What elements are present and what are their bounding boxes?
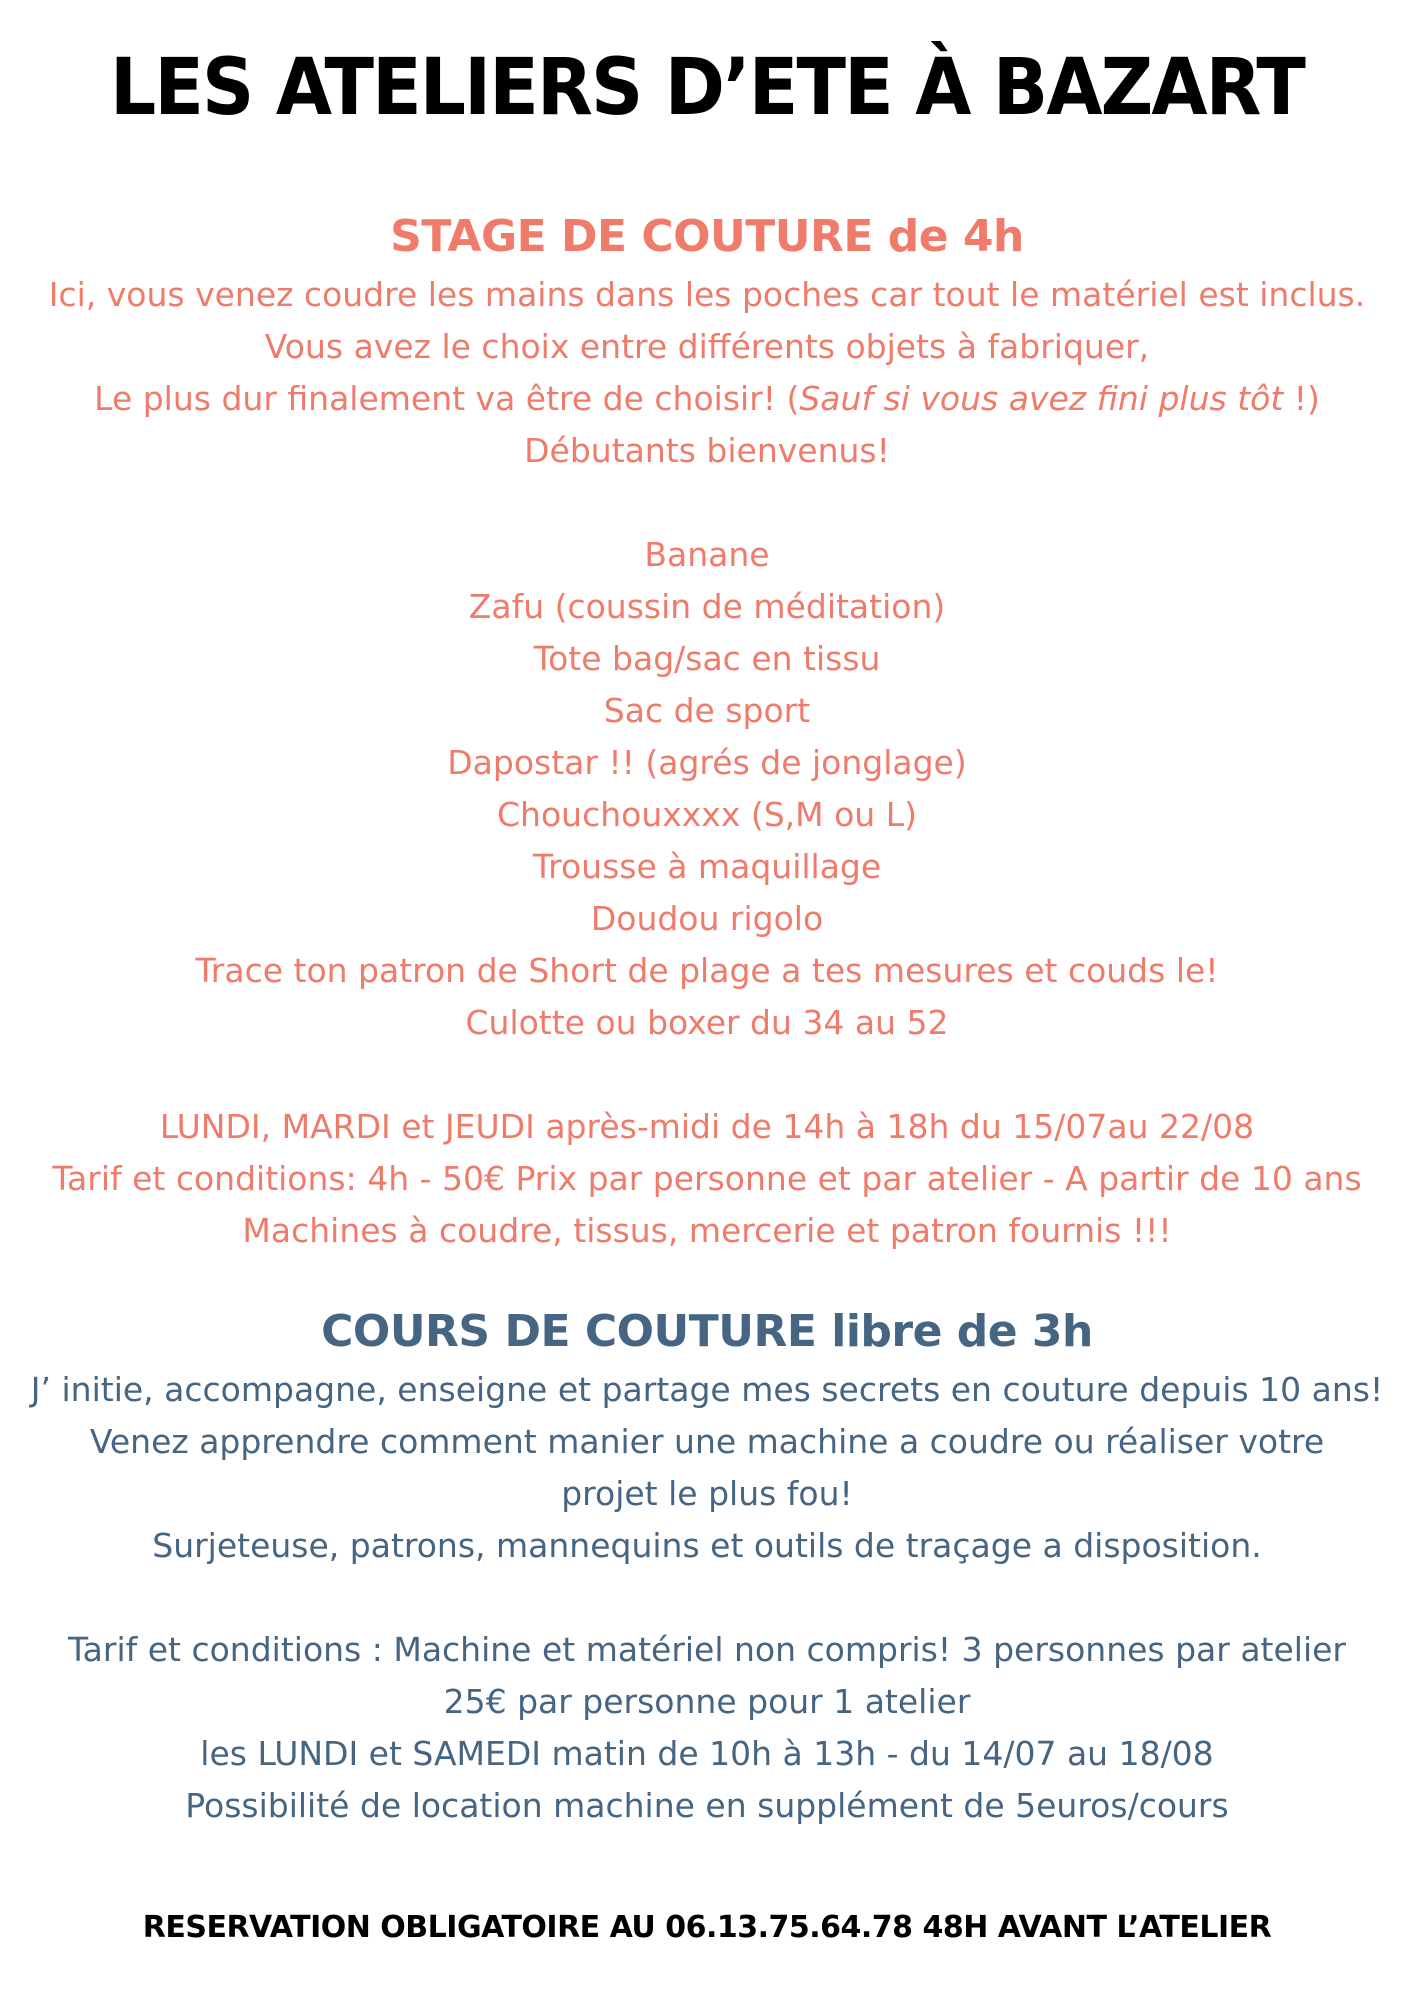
cours-price: 25€ par personne pour 1 atelier <box>443 1682 971 1721</box>
stage-item: Dapostar !! (agrés de jonglage) <box>447 743 967 782</box>
spacer <box>0 477 1414 529</box>
stage-pricing: Tarif et conditions: 4h - 50€ Prix par personne et par atelier - A partir de 10 ans <box>52 1159 1362 1198</box>
stage-item: Chouchouxxxx (S,M ou L) <box>497 795 917 834</box>
spacer <box>0 1572 1414 1624</box>
stage-choice-end: !) <box>1283 379 1320 418</box>
stage-choice-italic: Sauf si vous avez fini plus tôt <box>799 379 1284 418</box>
stage-item: Sac de sport <box>603 691 811 730</box>
stage-item: Trace ton patron de Short de plage a tes mesures et couds le! <box>195 951 1219 990</box>
reservation-notice: RESERVATION OBLIGATOIRE AU 06.13.75.64.78 48H AVANT L’ATELIER <box>142 1910 1272 1945</box>
stage-text <box>0 269 1414 1257</box>
cours-section <box>0 1300 1414 1832</box>
cours-text <box>0 1364 1414 1832</box>
stage-section <box>0 205 1414 1257</box>
cours-pricing: Tarif et conditions : Machine et matériel non compris! 3 personnes par atelier <box>67 1630 1346 1669</box>
stage-intro-line: Ici, vous venez coudre les mains dans les poches car tout le matériel est inclus. <box>48 275 1366 314</box>
stage-item: Doudou rigolo <box>590 899 824 938</box>
cours-rental: Possibilité de location machine en supplément de 5euros/cours <box>185 1786 1229 1825</box>
stage-schedule: LUNDI, MARDI et JEUDI après-midi de 14h à 18h du 15/07au 22/08 <box>159 1107 1255 1146</box>
stage-item: Zafu (coussin de méditation) <box>468 587 946 626</box>
page-title: LES ATELIERS D’ETE À BAZART <box>109 43 1304 133</box>
cours-equipment: Surjeteuse, patrons, mannequins et outils de traçage a disposition. <box>152 1526 1262 1565</box>
spacer <box>0 1049 1414 1101</box>
stage-item: Tote bag/sac en tissu <box>533 639 881 678</box>
stage-welcome: Débutants bienvenus! <box>524 431 890 470</box>
stage-choice-start: Le plus dur finalement va être de choisir! ( <box>94 379 800 418</box>
cours-title: COURS DE COUTURE libre de 3h <box>321 1306 1093 1357</box>
stage-intro-line: Vous avez le choix entre différents objets à fabriquer, <box>264 327 1150 366</box>
cours-intro-line: J’ initie, accompagne, enseigne et partage mes secrets en couture depuis 10 ans! <box>30 1370 1384 1409</box>
stage-item: Trousse à maquillage <box>532 847 882 886</box>
stage-item: Banane <box>644 535 770 574</box>
stage-item: Culotte ou boxer du 34 au 52 <box>465 1003 949 1042</box>
cours-intro-line: Venez apprendre comment manier une machine a coudre ou réaliser votre projet le plus fou! <box>89 1422 1325 1513</box>
stage-choice-line <box>0 373 1414 425</box>
stage-provided: Machines à coudre, tissus, mercerie et patron fournis !!! <box>242 1211 1172 1250</box>
stage-title: STAGE DE COUTURE de 4h <box>390 211 1024 262</box>
cours-schedule: les LUNDI et SAMEDI matin de 10h à 13h - du 14/07 au 18/08 <box>200 1734 1214 1773</box>
